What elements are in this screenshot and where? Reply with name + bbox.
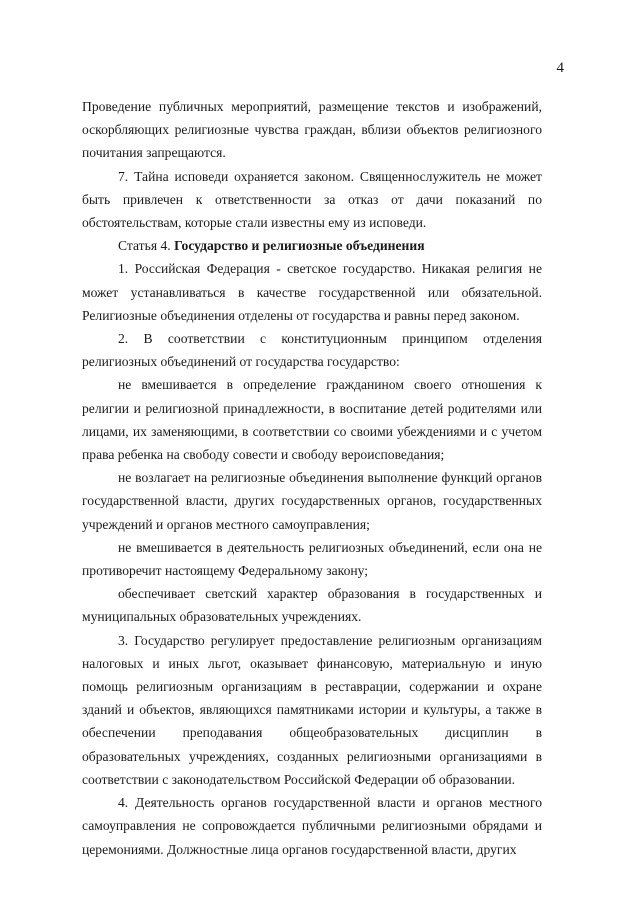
paragraph-article-1: 1. Российская Федерация - светское государство. Никакая религия не может устанавливаться в качестве государственной или обязательной. Религиозные объединения отделены от государства и равны перед законом. <box>82 261 542 323</box>
page-number: 4 <box>556 60 564 76</box>
paragraph-item-7: 7. Тайна исповеди охраняется законом. Священнослужитель не может быть привлечен к ответственности за отказ от дачи показаний по обстоятельствам, которые стали известны ему из исповеди. <box>82 168 542 231</box>
paragraph-article-3: 3. Государство регулирует предоставление религиозным организациям налоговых и иных льгот, оказывает финансовую, материальную и иную помощь религиозным организациям в реставрации, содержании и охране зданий и объектов, являющихся памятниками истории и культуры, а также в обеспечении преподавания общеобразовательных дисциплин в образовательных учреждениях, созданных религиозными организациями в соответствии с законодательством Российской Федерации об образовании. <box>82 632 542 787</box>
paragraph-article-4: 4. Деятельность органов государственной власти и органов местного самоуправления не сопровождается публичными религиозными обрядами и церемониями. Должностные лица органов государственной власти, других <box>82 795 542 857</box>
article-heading <box>82 234 542 257</box>
paragraph-continuation: Проведение публичных мероприятий, размещение текстов и изображений, оскорбляющих религиозные чувства граждан, вблизи объектов религиозного почитания запрещаются. <box>82 99 542 161</box>
paragraph-article-2-item-2: не возлагает на религиозные объединения выполнение функций органов государственной власти, других государственных органов, государственных учреждений и органов местного самоуправления; <box>82 470 542 532</box>
document-body <box>82 95 542 861</box>
article-title: Государство и религиозные объединения <box>174 238 425 254</box>
paragraph-article-2-item-4: обеспечивает светский характер образования в государственных и муниципальных образовательных учреждениях. <box>82 586 542 625</box>
paragraph-article-2-item-3: не вмешивается в деятельность религиозных объединений, если она не противоречит настоящему Федеральному закону; <box>82 539 542 579</box>
paragraph-article-2: 2. В соответствии с конституционным принципом отделения религиозных объединений от государства государство: <box>82 331 542 370</box>
article-prefix: Статья 4. <box>118 238 171 254</box>
paragraph-article-2-item-1: не вмешивается в определение гражданином своего отношения к религии и религиозной принадлежности, в воспитание детей родителями или лицами, их заменяющими, в соответствии со своими убеждениями и с учетом права ребенка на свободу совести и свободу вероисповедания; <box>82 377 542 463</box>
